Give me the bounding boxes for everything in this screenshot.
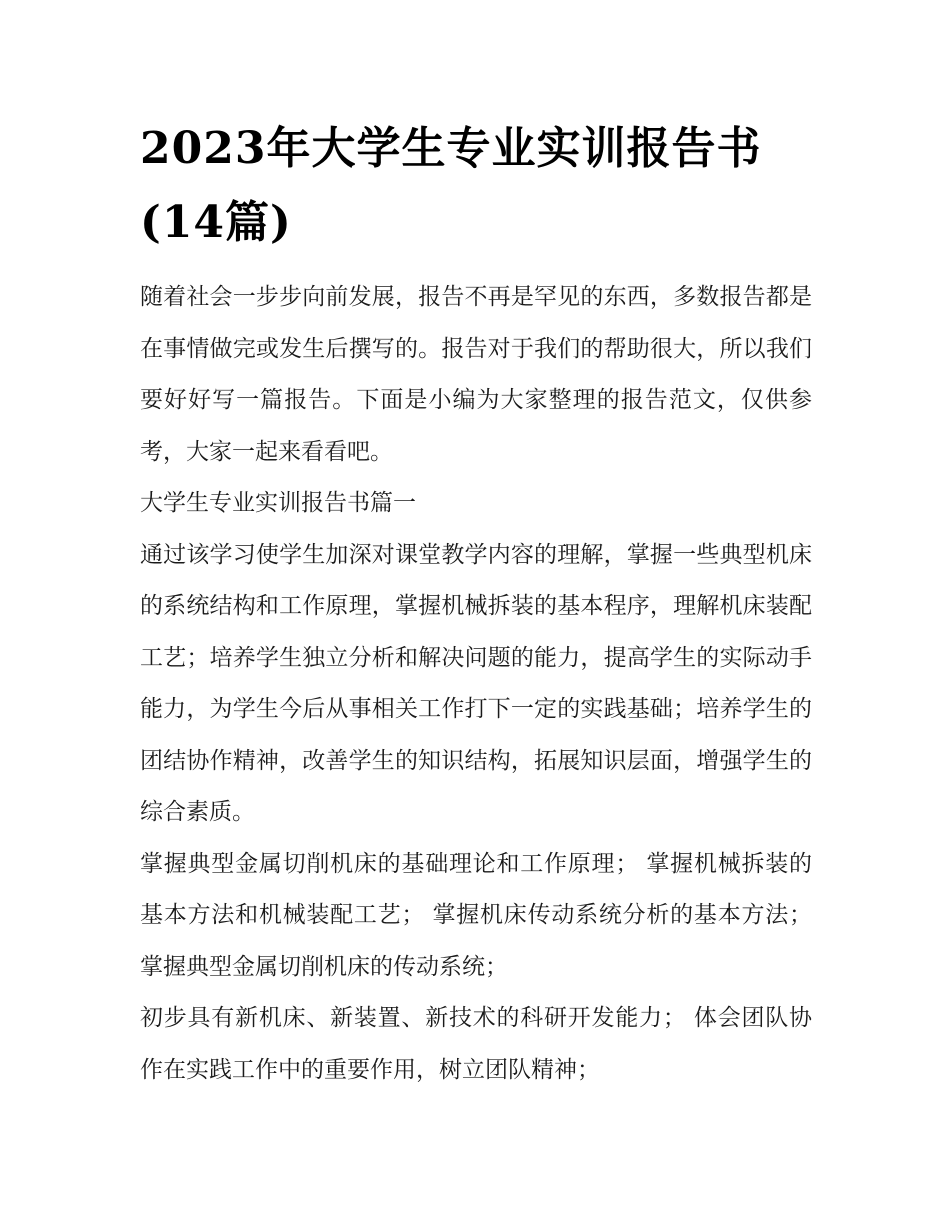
section-heading: 大学生专业实训报告书篇一: [140, 490, 416, 516]
document-page: [140, 112, 812, 1096]
document-title-line-1: 2023年大学生专业实训报告书: [140, 123, 762, 174]
intro-paragraph: 随着社会一步步向前发展，报告不再是罕见的东西，多数报告都是在事情做完或发生后撰写的。报告对于我们的帮助很大，所以我们要好好写一篇报告。下面是小编为大家整理的报告范文，仅供参考，大家一起来看看吧。: [140, 284, 812, 465]
body-paragraph: 初步具有新机床、新装置、新技术的科研开发能力； 体会团队协作在实践工作中的重要作用，树立团队精神；: [140, 1005, 812, 1083]
document-title: [140, 112, 812, 260]
body-paragraph: 掌握典型金属切削机床的基础理论和工作原理； 掌握机械拆装的基本方法和机械装配工艺； 掌握机床传动系统分析的基本方法； 掌握典型金属切削机床的传动系统；: [140, 850, 812, 980]
document-title-line-2: (14篇): [140, 197, 292, 248]
document-body: [140, 272, 812, 1096]
body-paragraph: 通过该学习使学生加深对课堂教学内容的理解，掌握一些典型机床的系统结构和工作原理，掌握机械拆装的基本程序，理解机床装配工艺；培养学生独立分析和解决问题的能力，提高学生的实际动手能力，为学生今后从事相关工作打下一定的实践基础；培养学生的团结协作精神，改善学生的知识结构，拓展知识层面，增强学生的综合素质。: [140, 541, 812, 825]
